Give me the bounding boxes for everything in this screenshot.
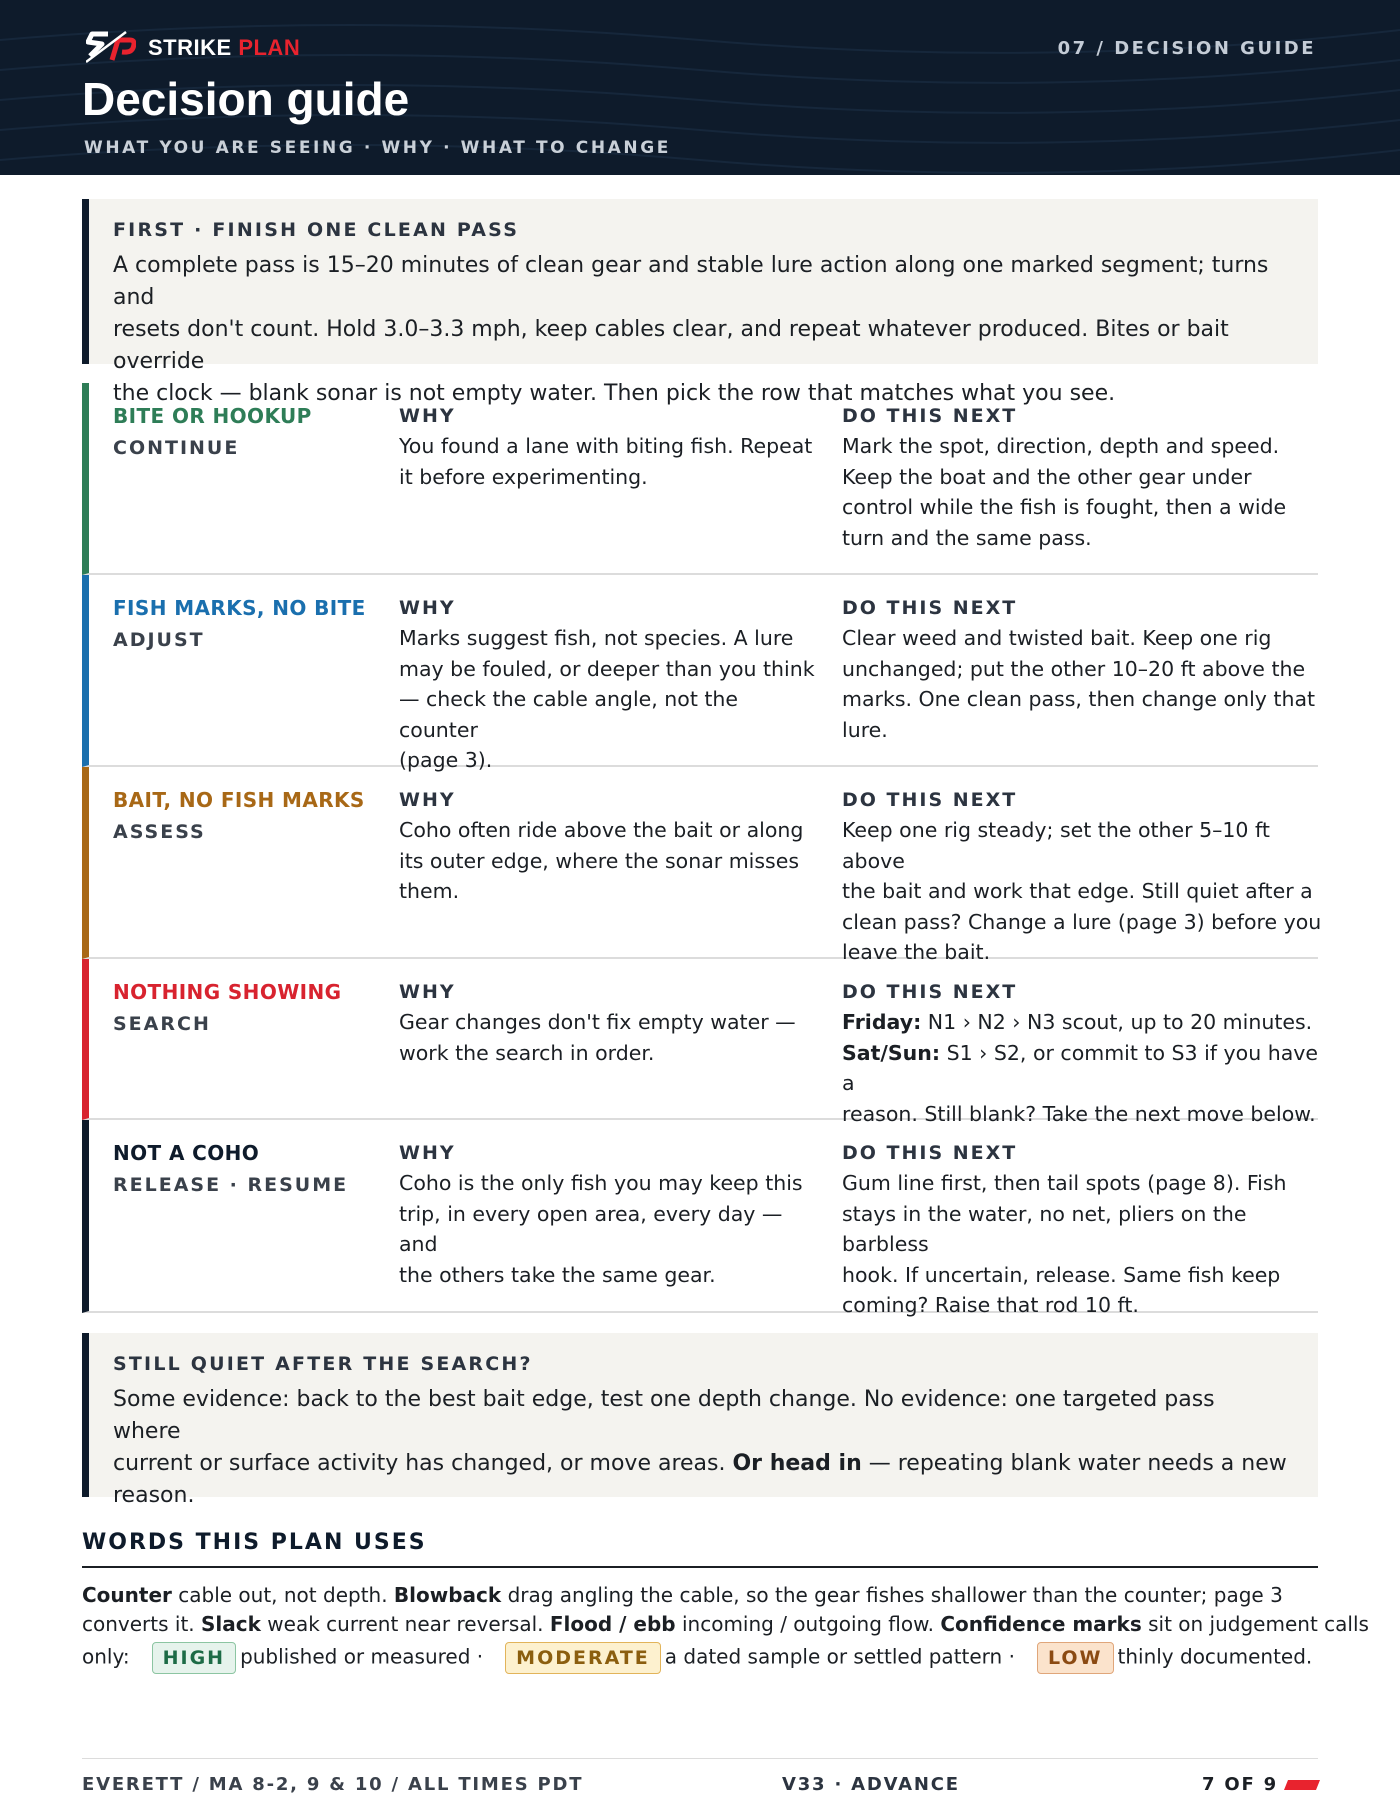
next-heading: DO THIS NEXT bbox=[842, 789, 1018, 811]
term-blowback: Blowback bbox=[393, 1583, 502, 1607]
next-line-text: lure. bbox=[842, 717, 888, 742]
term-flood-ebb: Flood / ebb bbox=[549, 1612, 676, 1636]
next-heading: DO THIS NEXT bbox=[842, 981, 1018, 1003]
confidence-badge-high: HIGH bbox=[152, 1642, 236, 1674]
next-line-text: control while the fish is fought, then a wide bbox=[842, 495, 1287, 519]
situation-label: BITE OR HOOKUP bbox=[113, 404, 312, 428]
glossary-line bbox=[82, 1581, 1327, 1610]
action-label: CONTINUE bbox=[113, 437, 240, 459]
quiet-text-part: — repeating blank water needs a new bbox=[861, 1451, 1287, 1476]
next-line bbox=[842, 431, 1332, 462]
why-text bbox=[399, 1007, 819, 1068]
situation-cell bbox=[113, 979, 373, 1035]
why-line: — check the cable angle, not the counter bbox=[399, 687, 739, 742]
next-line-text: Clear weed and twisted bait. Keep one rig bbox=[842, 626, 1272, 650]
quiet-title: STILL QUIET AFTER THE SEARCH? bbox=[113, 1353, 533, 1375]
quiet-text bbox=[113, 1384, 1288, 1512]
decision-row bbox=[82, 767, 1322, 964]
why-cell bbox=[399, 789, 819, 907]
next-line bbox=[842, 876, 1332, 907]
footer-page-number: 7 OF 9 bbox=[1202, 1774, 1278, 1795]
next-line bbox=[842, 1260, 1332, 1291]
why-text bbox=[399, 431, 819, 492]
why-line: them. bbox=[399, 879, 460, 903]
why-line: Coho is the only fish you may keep this bbox=[399, 1171, 803, 1195]
strike-plan-logo-icon bbox=[86, 30, 136, 66]
situation-label: NOT A COHO bbox=[113, 1141, 260, 1165]
quiet-line bbox=[113, 1448, 1288, 1480]
action-label: ASSESS bbox=[113, 821, 206, 843]
next-day-label: Sat/Sun: bbox=[842, 1040, 941, 1065]
brand-name bbox=[148, 35, 300, 61]
decision-row bbox=[82, 383, 1318, 575]
next-line-text: N1 › N2 › N3 scout, up to 20 minutes. bbox=[921, 1010, 1313, 1034]
quiet-text-part: current or surface activity has changed, or move areas. bbox=[113, 1451, 733, 1476]
intro-title: FIRST · FINISH ONE CLEAN PASS bbox=[113, 219, 520, 241]
intro-line: resets don't count. Hold 3.0–3.3 mph, keep cables clear, and repeat whatever produced. Bites or bait override bbox=[113, 317, 1229, 374]
why-line: it before experimenting. bbox=[399, 464, 648, 489]
why-line: (page 3). bbox=[399, 748, 493, 772]
situation-label: BAIT, NO FISH MARKS bbox=[113, 788, 365, 812]
action-label: SEARCH bbox=[113, 1013, 211, 1035]
quiet-line: reason. bbox=[113, 1483, 195, 1508]
next-line-text: clean pass? Change a lure (page 3) before you bbox=[842, 909, 1322, 934]
confidence-moderate-definition: a dated sample or settled pattern · bbox=[664, 1644, 1015, 1669]
next-line bbox=[842, 1199, 1332, 1260]
next-line-text: Keep one rig steady; set the other 5–10 ft above bbox=[842, 818, 1270, 873]
why-line: Coho often ride above the bait or along bbox=[399, 818, 804, 842]
next-line bbox=[842, 815, 1332, 876]
next-line-text: Mark the spot, direction, depth and speed. bbox=[842, 434, 1280, 458]
decision-row bbox=[82, 959, 1319, 1126]
why-heading: WHY bbox=[399, 597, 456, 619]
next-line bbox=[842, 492, 1332, 523]
glossary-line bbox=[82, 1642, 1327, 1674]
term-confidence-marks: Confidence marks bbox=[940, 1612, 1142, 1636]
next-line bbox=[842, 1038, 1332, 1099]
next-heading: DO THIS NEXT bbox=[842, 405, 1018, 427]
term-definition: converts it. bbox=[82, 1612, 202, 1636]
footer-version: V33 · ADVANCE bbox=[782, 1774, 960, 1795]
next-cell bbox=[842, 789, 1332, 968]
next-line-text: turn and the same pass. bbox=[842, 525, 1092, 550]
quiet-callout bbox=[82, 1333, 1318, 1508]
why-line: You found a lane with biting fish. Repeat bbox=[399, 434, 813, 458]
glossary-divider bbox=[82, 1566, 1318, 1568]
next-heading: DO THIS NEXT bbox=[842, 1142, 1018, 1164]
next-line-text: reason. Still blank? Take the next move below. bbox=[842, 1101, 1316, 1126]
next-line-text: coming? Raise that rod 10 ft. bbox=[842, 1293, 1139, 1317]
next-line-text: Gum line first, then tail spots (page 8). Fish bbox=[842, 1171, 1287, 1195]
term-definition: weak current near reversal. bbox=[260, 1612, 550, 1636]
glossary-title: WORDS THIS PLAN USES bbox=[82, 1530, 427, 1555]
next-text bbox=[842, 623, 1332, 745]
next-text bbox=[842, 815, 1332, 968]
intro-line: A complete pass is 15–20 minutes of clean gear and stable lure action along one marked segment; turns and bbox=[113, 253, 1269, 310]
intro-line: the clock — blank sonar is not empty water. Then pick the row that matches what you see. bbox=[113, 381, 1116, 406]
next-line-text: hook. If uncertain, release. Same fish keep bbox=[842, 1262, 1281, 1287]
glossary-text bbox=[82, 1581, 1369, 1674]
intro-callout bbox=[82, 199, 1318, 406]
why-cell bbox=[399, 597, 819, 776]
next-line bbox=[842, 462, 1332, 493]
why-heading: WHY bbox=[399, 1142, 456, 1164]
why-line: work the search in order. bbox=[399, 1040, 655, 1065]
why-line: Marks suggest fish, not species. A lure bbox=[399, 626, 794, 650]
term-definition: only: bbox=[82, 1644, 130, 1669]
next-cell bbox=[842, 597, 1332, 745]
glossary-line bbox=[82, 1610, 1369, 1639]
why-heading: WHY bbox=[399, 981, 456, 1003]
why-cell bbox=[399, 405, 819, 492]
next-line bbox=[842, 1007, 1332, 1038]
next-text bbox=[842, 1007, 1332, 1129]
why-line: trip, in every open area, every day — and bbox=[399, 1201, 783, 1256]
page-subtitle: WHAT YOU ARE SEEING · WHY · WHAT TO CHANGE bbox=[84, 138, 671, 158]
next-heading: DO THIS NEXT bbox=[842, 597, 1018, 619]
situation-cell bbox=[113, 787, 373, 843]
next-line bbox=[842, 1290, 1332, 1321]
situation-cell bbox=[113, 595, 373, 651]
next-line-text: marks. One clean pass, then change only that bbox=[842, 687, 1316, 711]
next-line bbox=[842, 684, 1332, 715]
next-line bbox=[842, 523, 1332, 554]
why-text bbox=[399, 1168, 819, 1290]
page-title: Decision guide bbox=[82, 73, 410, 125]
why-line: Gear changes don't fix empty water — bbox=[399, 1010, 796, 1034]
next-line bbox=[842, 1168, 1332, 1199]
confidence-low-definition: thinly documented. bbox=[1117, 1644, 1313, 1669]
footer-location: EVERETT / MA 8-2, 9 & 10 / ALL TIMES PDT bbox=[82, 1774, 584, 1795]
next-line-text: the bait and work that edge. Still quiet after a bbox=[842, 879, 1313, 903]
why-line: may be fouled, or deeper than you think bbox=[399, 656, 815, 681]
why-line: its outer edge, where the sonar misses bbox=[399, 848, 800, 873]
why-cell bbox=[399, 1142, 819, 1290]
next-line-text: Keep the boat and the other gear under bbox=[842, 464, 1252, 489]
next-line-text: leave the bait. bbox=[842, 940, 991, 964]
confidence-high-definition: published or measured · bbox=[240, 1644, 484, 1669]
brand-logo bbox=[86, 30, 300, 66]
term-definition: sit on judgement calls bbox=[1141, 1612, 1369, 1636]
term-slack: Slack bbox=[201, 1612, 261, 1636]
situation-label: FISH MARKS, NO BITE bbox=[113, 596, 366, 620]
next-text bbox=[842, 431, 1332, 553]
why-heading: WHY bbox=[399, 405, 456, 427]
decision-row bbox=[82, 575, 1318, 772]
action-label: RELEASE · RESUME bbox=[113, 1174, 349, 1196]
section-label: 07 / DECISION GUIDE bbox=[1057, 38, 1316, 59]
why-text bbox=[399, 623, 819, 776]
next-line-text: stays in the water, no net, pliers on the barbless bbox=[842, 1201, 1247, 1256]
next-line-text: S1 › S2, or commit to S3 if you have a bbox=[842, 1040, 1319, 1095]
next-cell bbox=[842, 1142, 1332, 1321]
footer-divider bbox=[82, 1758, 1318, 1759]
confidence-badge-moderate: MODERATE bbox=[505, 1642, 661, 1674]
brand-name-accent: PLAN bbox=[238, 35, 301, 60]
next-line-text: unchanged; put the other 10–20 ft above the bbox=[842, 656, 1306, 681]
term-definition: incoming / outgoing flow. bbox=[675, 1612, 941, 1636]
page-header bbox=[0, 0, 1400, 175]
next-line bbox=[842, 654, 1332, 685]
decision-row bbox=[82, 1120, 1318, 1317]
why-heading: WHY bbox=[399, 789, 456, 811]
next-text bbox=[842, 1168, 1332, 1321]
situation-cell bbox=[113, 1140, 373, 1196]
next-day-label: Friday: bbox=[842, 1010, 922, 1034]
next-cell bbox=[842, 981, 1332, 1129]
term-counter: Counter bbox=[82, 1583, 172, 1607]
term-definition: cable out, not depth. bbox=[171, 1583, 394, 1607]
situation-cell bbox=[113, 403, 373, 459]
quiet-emphasis: Or head in bbox=[732, 1451, 862, 1476]
action-label: ADJUST bbox=[113, 629, 205, 651]
quiet-line: Some evidence: back to the best bait edge, test one depth change. No evidence: one targeted pass where bbox=[113, 1387, 1215, 1444]
next-line bbox=[842, 623, 1332, 654]
brand-name-strong: STRIKE bbox=[148, 35, 232, 60]
situation-label: NOTHING SHOWING bbox=[113, 980, 342, 1004]
next-line bbox=[842, 907, 1332, 938]
why-text bbox=[399, 815, 819, 907]
next-line bbox=[842, 715, 1332, 746]
confidence-badge-low: LOW bbox=[1037, 1642, 1114, 1674]
term-definition: drag angling the cable, so the gear fishes shallower than the counter; page 3 bbox=[501, 1583, 1283, 1607]
next-cell bbox=[842, 405, 1332, 553]
footer-accent-mark-icon bbox=[1284, 1780, 1320, 1790]
why-line: the others take the same gear. bbox=[399, 1262, 716, 1287]
why-cell bbox=[399, 981, 819, 1068]
